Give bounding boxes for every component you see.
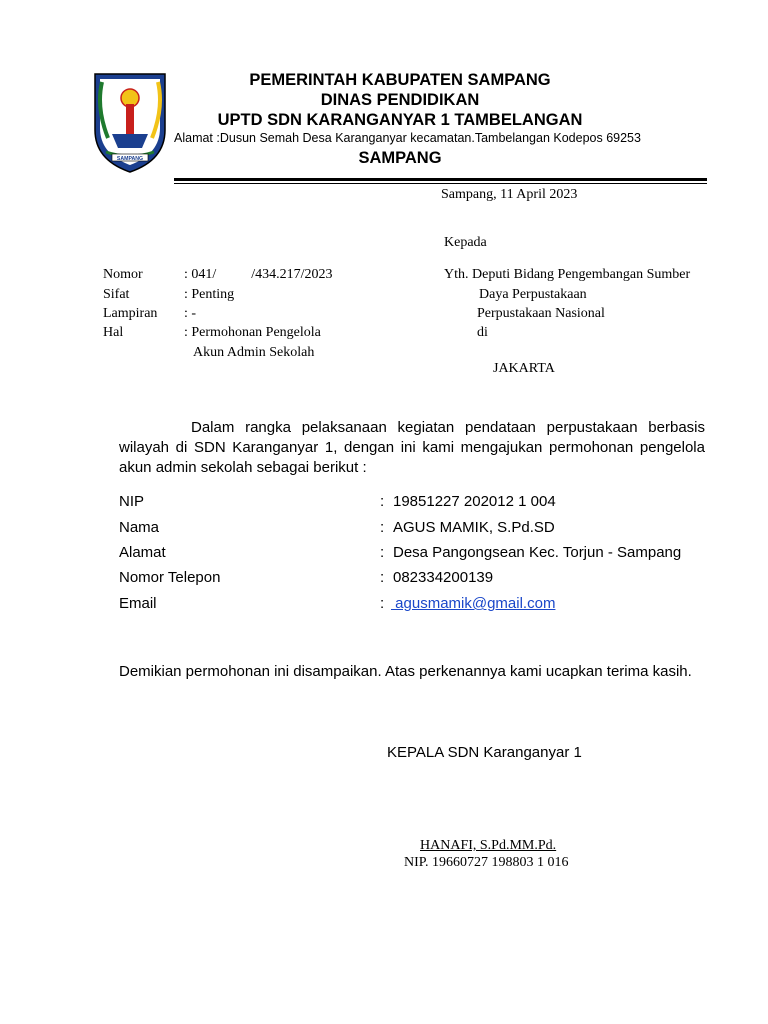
letterhead-rule-thin [174, 183, 707, 184]
meta-sifat-label: Sifat [103, 287, 130, 302]
recipient-line-1: Yth. Deputi Bidang Pengembangan Sumber [444, 267, 691, 282]
letterhead-line-1: PEMERINTAH KABUPATEN SAMPANG [249, 71, 551, 89]
recipient-line-4: di [477, 325, 488, 340]
emblem-scroll-text: SAMPANG [116, 155, 144, 162]
closing-sentence: Demikian permohonan ini disampaikan. Atas perkenannya kami ucapkan terima kasih. [119, 663, 692, 680]
meta-nomor-value: : 041/ /434.217/2023 [184, 267, 333, 282]
letterhead-city: SAMPANG [358, 149, 442, 167]
kabupaten-sampang-emblem [90, 68, 170, 176]
place-date: Sampang, 11 April 2023 [441, 187, 578, 202]
field-alamat-colon: : [380, 544, 385, 561]
body-paragraph: Dalam rangka pelaksanaan kegiatan pendataan perpustakaan berbasis wilayah di SDN Karanganyar 1, dengan ini kami mengajukan permohonan pengelola akun admin sekolah sebagai berikut : [119, 419, 705, 476]
recipient-line-2: Daya Perpustakaan [479, 287, 587, 302]
field-telepon-label: Nomor Telepon [119, 569, 221, 586]
field-email-label: Email [119, 595, 157, 612]
letterhead-address: Alamat :Dusun Semah Desa Karanganyar kecamatan.Tambelangan Kodepos 69253 [174, 131, 641, 145]
meta-sifat-value: : Penting [184, 287, 235, 302]
meta-lampiran-label: Lampiran [103, 306, 158, 321]
field-nama-label: Nama [119, 519, 160, 536]
field-telepon-colon: : [380, 569, 385, 586]
field-nip-label: NIP [119, 493, 145, 510]
recipient-city: JAKARTA [493, 361, 555, 376]
field-nip-value: 19851227 202012 1 004 [393, 493, 556, 510]
signature-title: KEPALA SDN Karanganyar 1 [387, 744, 582, 761]
recipient-line-3: Perpustakaan Nasional [477, 306, 605, 321]
field-email-link[interactable]: agusmamik@gmail.com [391, 595, 556, 612]
field-alamat-label: Alamat [119, 544, 166, 561]
field-nama-colon: : [380, 519, 385, 536]
field-alamat-value: Desa Pangongsean Kec. Torjun - Sampang [393, 544, 682, 561]
signature-nip: NIP. 19660727 198803 1 016 [404, 855, 569, 870]
meta-hal-label: Hal [103, 325, 124, 340]
meta-lampiran-value: : - [184, 306, 197, 321]
letterhead-line-3: UPTD SDN KARANGANYAR 1 TAMBELANGAN [217, 111, 583, 129]
field-telepon-value: 082334200139 [393, 569, 494, 586]
meta-nomor-label: Nomor [103, 267, 143, 282]
letterhead-rule-thick [174, 178, 707, 181]
letterhead-line-2: DINAS PENDIDIKAN [320, 91, 480, 109]
meta-hal-value: : Permohonan Pengelola [184, 325, 321, 340]
signature-name: HANAFI, S.Pd.MM.Pd. [420, 838, 557, 853]
field-nama-value: AGUS MAMIK, S.Pd.SD [393, 519, 555, 536]
field-email-colon: : [380, 595, 385, 612]
recipient-kepada: Kepada [444, 235, 487, 250]
meta-hal-value-line-2: Akun Admin Sekolah [193, 345, 315, 360]
field-nip-colon: : [380, 493, 385, 510]
